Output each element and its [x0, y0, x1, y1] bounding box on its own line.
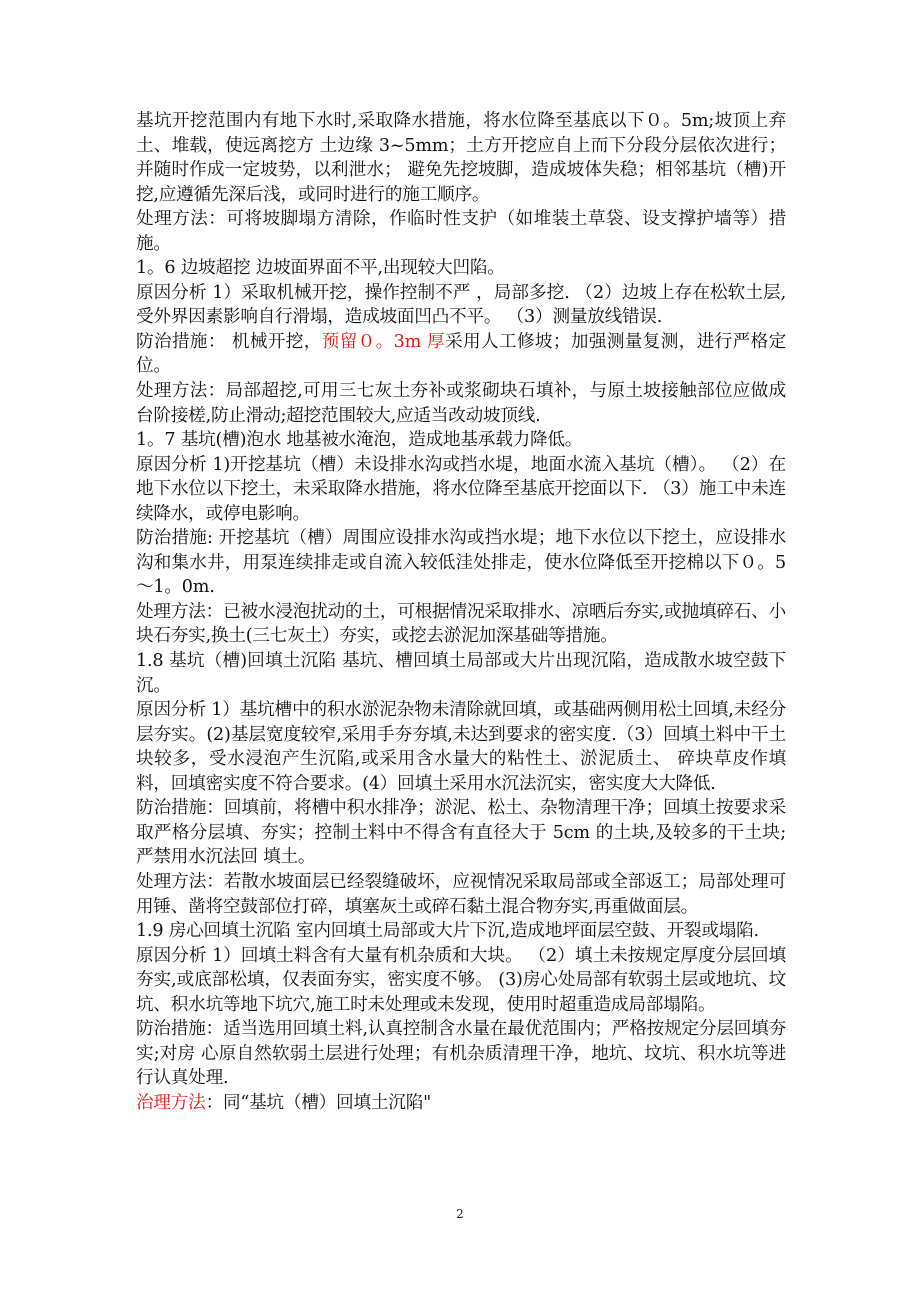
paragraph-flooding-causes: 原因分析 1)开挖基坑（槽）未设排水沟或挡水堤，地面水流入基坑（槽）。 （2）在地下水位以下挖土，未采取降水措施，将水位降至基底开挖面以下. （3）施工中未连续降水，或停电影响。 [136, 454, 786, 524]
heading-pit-flooding: 1。7 基坑(槽)泡水 地基被水淹泡，造成地基承载力降低。 [136, 430, 583, 451]
paragraph-collapse-treatment: 处理方法：可将坡脚塌方清除，作临时性支护（如堆装土草袋、设支撑护墙等）措施。 [136, 209, 786, 254]
paragraph-backfill-causes: 原因分析 1）基坑槽中的积水淤泥杂物未清除就回填，或基础两侧用松土回填,未经分层夯实。(2)基层宽度较窄,采用手夯夯填,未达到要求的密实度.（3）回填土料中干土块较多，受水浸泡产生沉陷,或采用含水量大的粘性土、淤泥质土、 碎块草皮作填料，回填密实度不符合要求。(4）回填土采用水沉法沉实，密实度大大降低. [136, 700, 786, 794]
paragraph-flooding-treatment: 处理方法：已被水浸泡扰动的土，可根据情况采取排水、凉晒后夯实,或抛填碎石、小块石夯实,换土(三七灰土）夯实，或挖去淤泥加深基础等措施。 [136, 601, 786, 647]
text-run: 防治措施： 机械开挖， [136, 331, 322, 352]
paragraph-backfill-prevention: 防治措施：回填前，将槽中积水排净；淤泥、松土、杂物清理干净；回填土按要求采取严格分层填、夯实；控制土料中不得含有直径大于 5cm 的土块,及较多的干土块;严禁用水沉法回 填土。 [136, 798, 786, 868]
paragraph-overexcavation-prevention [136, 330, 786, 379]
highlighted-text: 预留０。3m 厚 [321, 331, 446, 352]
paragraph-indoor-fill-prevention: 防治措施：适当选用回填土料,认真控制含水量在最优范围内；严格按规定分层回填夯实;对房 心原自然软弱土层进行处理；有机杂质清理干净，地坑、坟坑、积水坑等进行认真处理. [136, 1019, 786, 1089]
paragraph-overexcavation-treatment: 处理方法：局部超挖,可用三七灰土夯补或浆砌块石填补，与原土坡接触部位应做成 台阶接槎,防止滑动;超挖范围较大,应适当改动坡顶线. [136, 381, 786, 426]
heading-indoor-fill-settlement: 1.9 房心回填土沉陷 室内回填土局部或大片下沉,造成地坪面层空鼓、开裂或塌陷. [136, 921, 759, 942]
document-body [136, 109, 786, 1115]
paragraph-overexcavation-causes: 原因分析 1）采取机械开挖，操作控制不严 ，局部多挖. （2）边坡上存在松软土层,受外界因素影响自行滑塌，造成坡面凹凸不平。 （3）测量放线错误. [136, 282, 786, 328]
text-run: ：同“基坑（槽）回填土沉陷" [205, 1092, 431, 1113]
heading-slope-overexcavation: 1。6 边坡超挖 边坡面界面不平,出现较大凹陷。 [136, 258, 505, 279]
page-number: 2 [456, 1207, 464, 1221]
heading-backfill-settlement: 1.8 基坑（槽)回填土沉陷 基坑、槽回填土局部或大片出现沉陷，造成散水坡空鼓下沉。 [136, 651, 786, 696]
paragraph-dewatering-measures: 基坑开挖范围内有地下水时,采取降水措施，将水位降至基底以下０。5m;坡顶上弃土、堆载，使远离挖方 土边缘 3~5mm；土方开挖应自上而下分段分层依次进行；并随时作成一定坡势，以利泄水； 避免先挖坡脚，造成坡体失稳；相邻基坑（槽)开挖,应遵循先深后浅，或同时进行的施工顺序。 [136, 111, 786, 205]
paragraph-indoor-fill-treatment [136, 1091, 786, 1116]
paragraph-flooding-prevention: 防治措施: 开挖基坑（槽）周围应设排水沟或挡水堤；地下水位以下挖土，应设排水沟和集水井，用泵连续排走或自流入较低洼处排走，使水位降低至开挖棉以下０。5～1。0m. [136, 528, 786, 598]
paragraph-backfill-treatment: 处理方法：若散水坡面层已经裂缝破坏，应视情况采取局部或全部返工；局部处理可 用锤、凿将空鼓部位打碎，填塞灰土或碎石黏土混合物夯实,再重做面层。 [136, 871, 786, 917]
paragraph-indoor-fill-causes: 原因分析 1）回填土料含有大量有机杂质和大块。 （2）填土未按规定厚度分层回填夯实,或底部松填，仅表面夯实，密实度不够。 (3)房心处局部有软弱土层或地坑、坟坑、积水坑等地下坑穴,施工时未处理或未发现，使用时超重造成局部塌陷。 [136, 945, 786, 1015]
highlighted-text: 治理方法 [136, 1092, 206, 1113]
text-run: 采用人工修坡；加强测量复测，进行严格定位。 [136, 331, 787, 377]
